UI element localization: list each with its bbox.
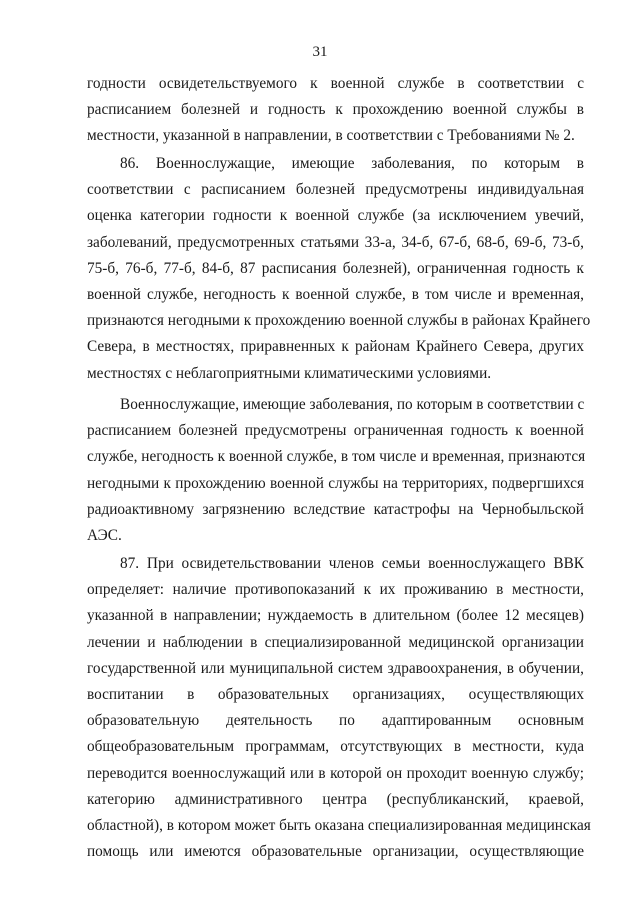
- text-line: заболеваний, предусмотренных статьями 33-а, 34-б, 67-б, 68-б, 69-б, 73-б,: [87, 233, 584, 251]
- text-line: признаются негодными к прохождению военной службы в районах Крайнего: [87, 312, 591, 330]
- text-line: АЭС.: [87, 526, 122, 544]
- text-line: местности, указанной в направлении, в соответствии с Требованиями № 2.: [87, 127, 575, 145]
- text-line: указанной в направлении; нуждаемость в длительном (более 12 месяцев): [87, 607, 584, 625]
- text-line: государственной или муниципальной систем здравоохранения, в обучении,: [87, 659, 584, 677]
- text-line: соответствии с расписанием болезней предусмотрены индивидуальная: [87, 181, 584, 199]
- text-line: воспитании в образовательных организациях, осуществляющих: [87, 685, 584, 703]
- text-line: Военнослужащие, имеющие заболевания, по которым в соответствии с: [120, 396, 585, 413]
- text-line: помощь или имеются образовательные организации, осуществляющие: [87, 843, 584, 861]
- paragraph-chernobyl: [87, 392, 584, 549]
- text-line: негодными к прохождению военной службы на территориях, подвергшихся: [87, 474, 584, 492]
- text-line: 86. Военнослужащие, имеющие заболевания, по которым в: [120, 155, 584, 172]
- text-line: Севера, в местностях, приравненных к районам Крайнего Севера, других: [87, 338, 584, 356]
- text-line: общеобразовательным программам, отсутствующих в местности, куда: [87, 738, 584, 756]
- paragraph-continuation: [87, 71, 584, 150]
- text-line: переводится военнослужащий или в которой он проходит военную службу;: [87, 764, 584, 782]
- text-line: оценка категории годности к военной службе (за исключением увечий,: [87, 207, 584, 225]
- text-line: 87. При освидетельствовании членов семьи военнослужащего ВВК: [120, 555, 584, 572]
- text-line: определяет: наличие противопоказаний к их проживанию в местности,: [87, 581, 584, 599]
- paragraph-86: [87, 151, 591, 387]
- text-line: радиоактивному загрязнению вследствие катастрофы на Чернобыльской: [87, 500, 584, 518]
- text-line: категорию административного центра (республиканский, краевой,: [87, 790, 584, 808]
- text-line: военной службе, негодность к военной службе, в том числе и временная,: [87, 285, 584, 303]
- text-line: годности освидетельствуемого к военной службе в соответствии с: [87, 75, 584, 92]
- text-line: службе, негодность к военной службе, в том числе и временная, признаются: [87, 448, 586, 466]
- text-line: областной), в котором может быть оказана специализированная медицинская: [87, 816, 591, 834]
- page-number: 31: [312, 44, 328, 60]
- text-line: лечении и наблюдении в специализированной медицинской организации: [87, 633, 584, 651]
- text-line: образовательную деятельность по адаптированным основным: [87, 712, 584, 730]
- paragraph-87: [87, 551, 591, 865]
- text-line: местностях с неблагоприятными климатическими условиями.: [87, 364, 492, 382]
- text-line: расписанием болезней предусмотрены ограниченная годность к военной: [87, 422, 584, 440]
- text-line: расписанием болезней и годность к прохождению военной службы в: [87, 101, 584, 119]
- text-line: 75-б, 76-б, 77-б, 84-б, 87 расписания болезней), ограниченная годность к: [87, 259, 584, 277]
